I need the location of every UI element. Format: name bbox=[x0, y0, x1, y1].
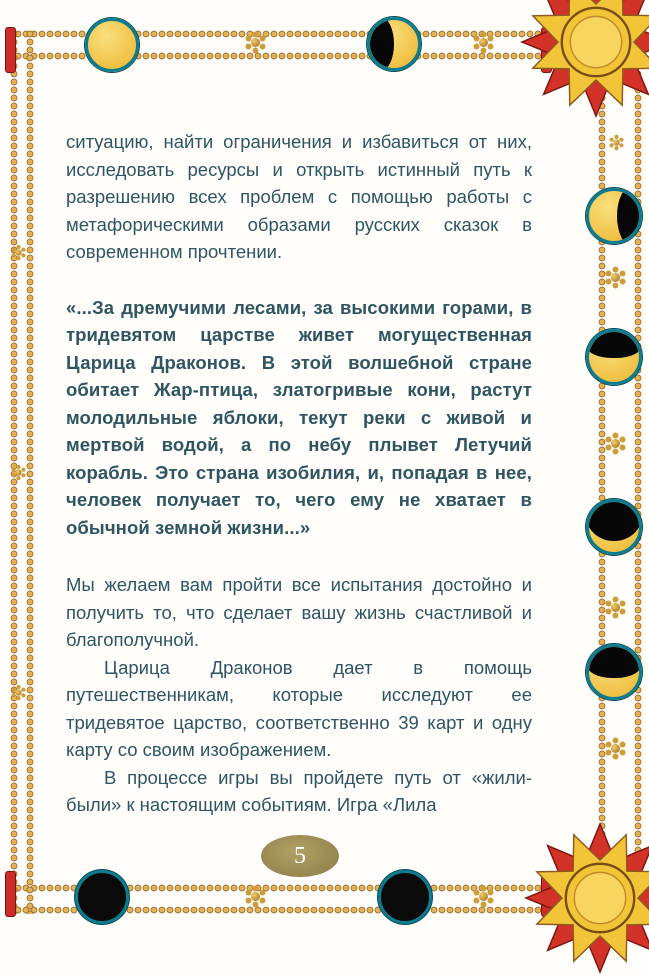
bead-rosette-icon bbox=[611, 744, 620, 753]
bead-rosette-icon bbox=[613, 139, 619, 145]
opening-paragraph: ситуацию, найти ограничения и избавиться от них, исследовать ресурсы и открыть истинный путь к разрешению всех проблем с помощью работы с метафорическими образами русских сказок в современном прочтении. bbox=[66, 131, 532, 262]
cards-paragraph: Царица Драконов дает в помощь путешественникам, которые исследуют ее тридевятое царство, соответственно 39 карт и одну карту со своим изображением. bbox=[66, 656, 532, 760]
border-chain-right-outer bbox=[634, 30, 642, 914]
moon-shadow bbox=[367, 17, 393, 71]
page-number-badge bbox=[261, 835, 339, 877]
border-chain-right-inner bbox=[598, 30, 606, 914]
moon-shadow bbox=[586, 329, 642, 358]
moon-shadow bbox=[617, 188, 642, 244]
bead-rosette-icon bbox=[15, 249, 21, 255]
full-moon-icon bbox=[85, 18, 139, 72]
red-bar-bottom-left bbox=[5, 871, 16, 917]
bead-rosette-icon bbox=[15, 469, 21, 475]
bead-rosette-icon bbox=[479, 38, 488, 47]
bead-rosette-icon bbox=[611, 603, 620, 612]
half-moon-icon bbox=[586, 329, 642, 385]
bead-rosette-icon bbox=[479, 892, 488, 901]
wish-paragraph: Мы желаем вам пройти все испытания достойно и получить то, что сделает вашу жизнь счастливой и благополучной. bbox=[66, 574, 532, 650]
new-moon-icon bbox=[75, 870, 129, 924]
red-bar-top-left bbox=[5, 27, 16, 73]
crescent-moon-icon bbox=[586, 499, 642, 555]
game-paragraph: В процессе игры вы пройдете путь от «жили-были» к настоящим событиям. Игра «Лила bbox=[66, 766, 532, 815]
bead-rosette-icon bbox=[611, 273, 620, 282]
border-chain-left-inner bbox=[26, 30, 34, 914]
bead-rosette-icon bbox=[251, 892, 260, 901]
half-moon-icon bbox=[586, 644, 642, 700]
moon-shadow bbox=[586, 644, 642, 678]
bead-rosette-icon bbox=[251, 38, 260, 47]
gibbous-moon-icon bbox=[586, 188, 642, 244]
fairy-tale-quote: «...За дремучими лесами, за высокими горами, в тридевятом царстве живет могущественная Царица Драконов. В этой волшебной стране обитает Жар-птица, златогривые кони, растут молодильные яблоки, текут реки с живой и мертвой водой, а по небу плывет Летучий корабль. Это страна изобилия, и, попадая в нее, человек получает то, чего ему не хватает в обычной земной жизни...» bbox=[66, 296, 532, 538]
moon-shadow bbox=[586, 499, 642, 541]
half-moon-icon bbox=[367, 17, 421, 71]
new-moon-icon bbox=[378, 870, 432, 924]
bead-rosette-icon bbox=[15, 689, 21, 695]
bead-rosette-icon bbox=[611, 439, 620, 448]
page-number: 5 bbox=[294, 842, 306, 869]
sun-icon bbox=[520, 0, 649, 118]
sun-icon bbox=[524, 822, 649, 974]
page-text bbox=[66, 128, 532, 819]
